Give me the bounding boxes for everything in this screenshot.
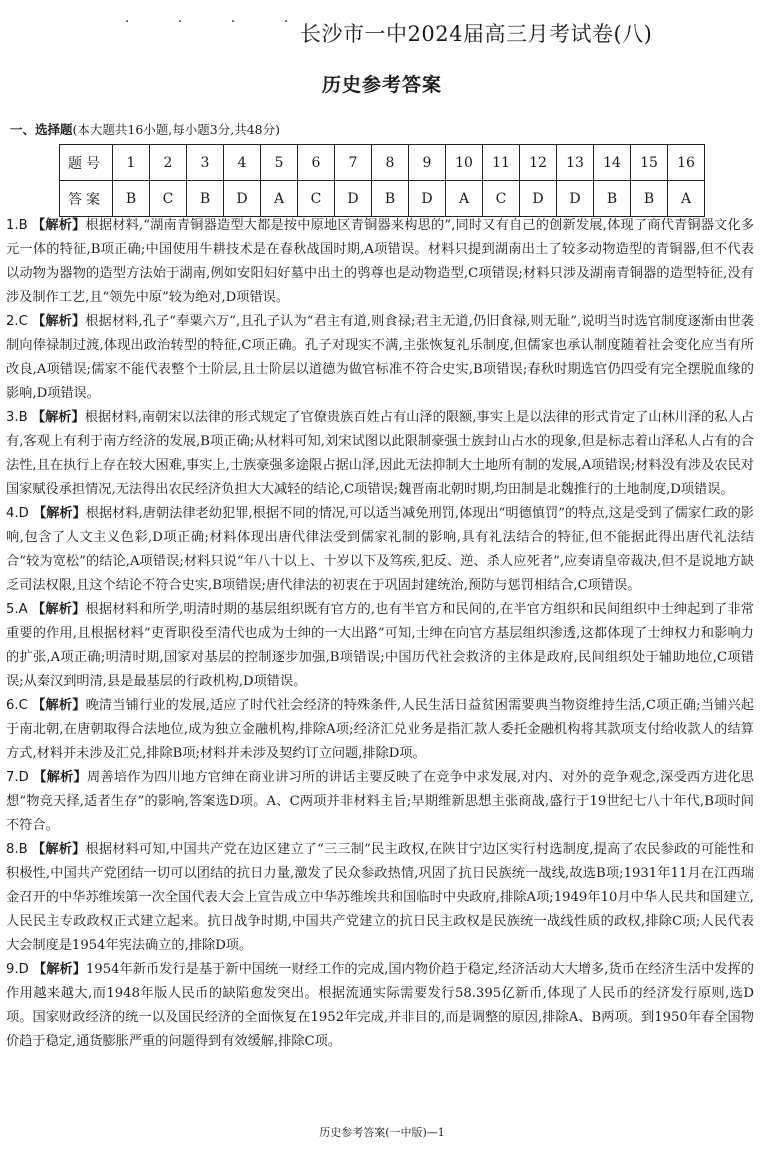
table-cell: D [409, 181, 446, 217]
exam-title: 长沙市一中2024届高三月考试卷(八) [300, 22, 653, 46]
explanation-item [6, 310, 754, 406]
explanation-text: 根据材料,“湖南青铜器造型大都是按中原地区青铜器来构思的”,同时又有自己的创新发展,体现了商代青铜器文化多元一体的特征,B项正确;中国使用牛耕技术是在春秋战国时期,A项错误。材料只提到湖南出土了较多动物造型的青铜器,但不代表以动物为器物的造型方法始于湖南,例如安阳妇好墓中出土的鸮尊也是动物造型,C项错误;材料只涉及湖南青铜器的造型特征,没有涉及制作工艺,且“领先中原”较为绝对,D项错误。 [6, 218, 755, 305]
table-cell: 16 [668, 145, 705, 181]
table-cell: 14 [594, 145, 631, 181]
table-cell: C [298, 181, 335, 217]
explanation-item [6, 766, 754, 838]
question-answer: 3.B [6, 410, 28, 425]
analysis-tag: 【解析】 [32, 218, 86, 233]
analysis-tag: 【解析】 [32, 314, 86, 329]
analysis-tag: 【解析】 [33, 962, 86, 977]
question-answer: 8.B [6, 842, 28, 857]
table-cell: 15 [631, 145, 668, 181]
explanation-text: 根据材料可知,中国共产党在边区建立了“三三制”民主政权,在陕甘宁边区实行村选制度,提高了农民参政的可能性和积极性,中国共产党团结一切可以团结的抗日力量,激发了民众参政热情,巩固了抗日民族统一战线,故选B项;1931年11月在江西瑞金召开的中华苏维埃第一次全国代表大会上宣告成立中华苏维埃共和国临时中央政府,排除A项;1949年10月中华人民共和国建立,人民民主专政政权正式建立起来。抗日战争时期,中国共产党建立的抗日民主政权是民族统一战线性质的政权,排除C项;人民代表大会制度是1954年宪法确立的,排除D项。 [6, 842, 754, 953]
question-answer: 4.D [6, 506, 29, 521]
section-title [10, 120, 280, 138]
table-cell: 13 [557, 145, 594, 181]
question-answer: 9.D [6, 962, 29, 977]
table-cell: 1 [113, 145, 150, 181]
table-cell: D [557, 181, 594, 217]
table-cell: 5 [261, 145, 298, 181]
table-cell: 9 [409, 145, 446, 181]
explanation-item [6, 598, 754, 694]
table-cell: 8 [372, 145, 409, 181]
row-label-answer: 答案 [60, 181, 113, 217]
analysis-tag: 【解析】 [32, 506, 86, 521]
table-cell: 2 [150, 145, 187, 181]
table-cell: B [631, 181, 668, 217]
explanation-text: 1954年新币发行是基于新中国统一财经工作的完成,国内物价趋于稳定,经济活动大大增多,货币在经济生活中发挥的作用越来越大,而1948年版人民币的缺陷愈发突出。根据流通实际需要发行58.395亿新币,体现了人民币的经济发行原则,选D项。国家财政经济的统一以及国民经济的全面恢复在1952年完成,并非目的,而是调整的原因,排除A、B两项。到1950年春全国物价趋于稳定,通货膨胀严重的问题得到有效缓解,排除C项。 [6, 962, 754, 1049]
table-cell: B [113, 181, 150, 217]
table-cell: B [372, 181, 409, 217]
page-footer: 历史参考答案(一中版)—1 [319, 1126, 445, 1139]
table-cell: D [335, 181, 372, 217]
explanation-item [6, 838, 754, 958]
table-cell: 10 [446, 145, 483, 181]
explanation-item [6, 502, 754, 598]
table-cell: 7 [335, 145, 372, 181]
analysis-tag: 【解析】 [32, 602, 86, 617]
question-answer: 6.C [6, 698, 28, 713]
table-cell: A [261, 181, 298, 217]
question-answer: 7.D [6, 770, 29, 785]
document-title: 历史参考答案 [321, 74, 442, 96]
explanation-text: 根据材料,南朝宋以法律的形式规定了官僚贵族百姓占有山泽的限额,事实上是以法律的形式肯定了山林川泽的私人占有,客观上有利于南方经济的发展,B项正确;从材料可知,刘宋试图以此限制豪强士族封山占水的现象,但是标志着山泽私人占有的合法性,且在执行上存在较大困难,事实上,士族豪强多途限占据山泽,因此无法抑制大土地所有制的发展,A项错误;材料没有涉及农民对国家赋役承担情况,无法得出农民经济负担大大减轻的结论,C项错误;魏晋南北朝时期,均田制是北魏推行的土地制度,D项错误。 [6, 410, 754, 497]
table-cell: 3 [187, 145, 224, 181]
table-cell: B [594, 181, 631, 217]
table-cell: D [224, 181, 261, 217]
question-answer: 1.B [6, 218, 28, 233]
explanation-text: 根据材料,孔子“奉粟六万”,且孔子认为“君主有道,则食禄;君主无道,仍旧食禄,则无耻”,说明当时选官制度逐渐由世袭制向俸禄制过渡,体现出政治转型的特征,C项正确。孔子对现实不满,主张恢复礼乐制度,但儒家也承认制度随着社会变化应当有所改良,A项错误;儒家不能代表整个士阶层,且士阶层以道德为做官标准不符合史实,B项错误;春秋时期选官仍四受有完全摆脱血缘的影响,D项错误。 [6, 314, 754, 401]
explanation-item [6, 958, 754, 1054]
analysis-tag: 【解析】 [31, 410, 85, 425]
explanation-text: 周善培作为四川地方官绅在商业讲习所的讲话主要反映了在竞争中求发展,对内、对外的竞争观念,深受西方进化思想“物竞天择,适者生存”的影响,答案选D项。A、C两项并非材料主旨;早期维新思想主张商战,盛行于19世纪七八十年代,B项时间不符合。 [6, 770, 754, 833]
table-row-answers [60, 181, 705, 217]
header-decoration: · · · · [125, 14, 311, 30]
table-cell: 12 [520, 145, 557, 181]
analysis-tag: 【解析】 [32, 842, 86, 857]
section-heading: 一、选择题 [10, 122, 73, 137]
table-cell: A [668, 181, 705, 217]
explanation-item [6, 406, 754, 502]
question-answer: 5.A [6, 602, 28, 617]
explanation-item [6, 214, 754, 310]
explanation-text: 根据材料,唐朝法律老幼犯罪,根据不同的情况,可以适当减免刑罚,体现出“明德慎罚”的特点,这是受到了儒家仁政的影响,包含了人文主义色彩,D项正确;材料体现出唐代律法受到儒家礼制的影响,具有礼法结合的特征,但不能据此得出唐代礼法结合“较为宽松”的结论,A项错误;材料只说“年八十以上、十岁以下及笃疾,犯反、逆、杀人应死者”,应奏请皇帝裁决,但不是说地方缺乏司法权限,且这个结论不符合史实,B项错误;唐代律法的初衷在于巩固封建统治,预防与惩罚相结合,C项错误。 [6, 506, 754, 593]
analysis-tag: 【解析】 [33, 770, 87, 785]
row-label-number: 题号 [60, 145, 113, 181]
analysis-tag: 【解析】 [32, 698, 86, 713]
question-answer: 2.C [6, 314, 28, 329]
section-note: (本大题共16小题,每小题3分,共48分) [72, 122, 280, 137]
explanation-text: 晚清当铺行业的发展,适应了时代社会经济的特殊条件,人民生活日益贫困需要典当物资维持生活,C项正确;当铺兴起于南北朝,在唐朝取得合法地位,成为独立金融机构,排除A项;经济汇兑业务是指汇款人委托金融机构将其款项支付给收款人的结算方式,材料并未涉及汇兑,排除B项;材料并未涉及契约订立问题,排除D项。 [6, 698, 754, 761]
table-cell: C [150, 181, 187, 217]
table-cell: 4 [224, 145, 261, 181]
table-cell: 11 [483, 145, 520, 181]
table-cell: D [520, 181, 557, 217]
table-cell: C [483, 181, 520, 217]
answer-table [59, 144, 705, 217]
table-cell: B [187, 181, 224, 217]
explanations [6, 214, 754, 1054]
table-cell: A [446, 181, 483, 217]
table-cell: 6 [298, 145, 335, 181]
explanation-text: 根据材料和所学,明清时期的基层组织既有官方的,也有半官方和民间的,在半官方组织和民间组织中士绅起到了非常重要的作用,且根据材料“吏胥职役至清代也成为士绅的一大出路”可知,士绅在向官方基层组织渗透,这都体现了士绅权力和影响力的扩张,A项正确;明清时期,国家对基层的控制逐步加强,B项错误;中国历代社会救济的主体是政府,民间组织处于辅助地位,C项错误;从秦汉到明清,县是最基层的行政机构,D项错误。 [6, 602, 754, 689]
explanation-item [6, 694, 754, 766]
table-row-numbers [60, 145, 705, 181]
